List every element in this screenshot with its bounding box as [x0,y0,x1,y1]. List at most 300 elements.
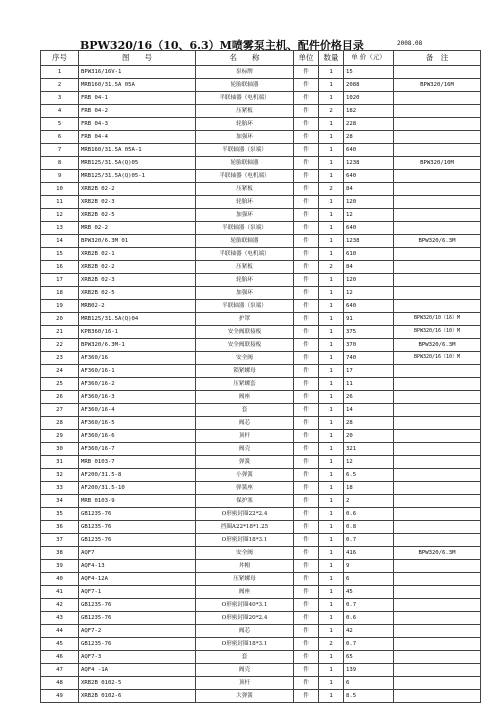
row-seq: 38 [41,546,79,559]
table-row [41,416,481,429]
table-row [41,65,481,78]
row-unit: 件 [294,286,319,299]
table-row [41,299,481,312]
table-row [41,507,481,520]
row-drawing-no: XRB2B 02-1 [79,247,196,260]
row-seq: 37 [41,533,79,546]
row-drawing-no: FRB 04-4 [79,130,196,143]
row-drawing-no: AF360/16 [79,351,196,364]
row-unit: 件 [294,260,319,273]
row-part-name: 半联轴器（电机端） [196,247,294,260]
table-row [41,156,481,169]
row-drawing-no: AQF4 -1A [79,663,196,676]
row-unit: 件 [294,351,319,364]
row-drawing-no: GB1235-76 [79,520,196,533]
table-row [41,520,481,533]
table-row [41,676,481,689]
row-remark [394,208,481,221]
table-row [41,559,481,572]
row-part-name: 安全阀联接板 [196,325,294,338]
table-row [41,403,481,416]
row-drawing-no: XRB2B 02-3 [79,273,196,286]
row-unit-price: 45 [344,585,394,598]
row-qty: 1 [319,429,344,442]
row-unit: 件 [294,624,319,637]
row-seq: 40 [41,572,79,585]
row-part-name: 阀芯 [196,416,294,429]
row-qty: 1 [319,286,344,299]
row-unit-price: 321 [344,442,394,455]
row-seq: 45 [41,637,79,650]
row-remark [394,377,481,390]
row-unit-price: 640 [344,221,394,234]
row-qty: 1 [319,598,344,611]
row-drawing-no: AF360/16-2 [79,377,196,390]
row-remark [394,416,481,429]
row-seq: 16 [41,260,79,273]
row-drawing-no: AF200/31.5-8 [79,468,196,481]
row-part-name: 安全阀 [196,351,294,364]
row-qty: 1 [319,416,344,429]
row-qty: 1 [319,442,344,455]
row-seq: 2 [41,78,79,91]
row-qty: 1 [319,403,344,416]
row-seq: 43 [41,611,79,624]
row-remark: BPW320/6.3M [394,338,481,351]
row-remark [394,559,481,572]
row-part-name: 阀壳 [196,442,294,455]
row-unit: 件 [294,143,319,156]
row-unit-price: 15 [344,65,394,78]
row-qty: 1 [319,520,344,533]
row-unit: 件 [294,598,319,611]
row-qty: 1 [319,65,344,78]
row-seq: 21 [41,325,79,338]
row-drawing-no: GB1235-76 [79,533,196,546]
row-qty: 1 [319,390,344,403]
table-row [41,273,481,286]
row-remark [394,182,481,195]
row-unit: 件 [294,676,319,689]
row-part-name: 弹簧 [196,455,294,468]
table-row [41,312,481,325]
table-row [41,377,481,390]
row-drawing-no: XRB2B 02-5 [79,208,196,221]
row-seq: 31 [41,455,79,468]
row-drawing-no: AF200/31.5-10 [79,481,196,494]
row-unit: 件 [294,442,319,455]
table-row [41,390,481,403]
row-unit: 件 [294,78,319,91]
row-remark [394,507,481,520]
row-unit: 件 [294,390,319,403]
row-unit: 件 [294,299,319,312]
row-qty: 1 [319,585,344,598]
row-drawing-no: FRB 04-3 [79,117,196,130]
table-row [41,585,481,598]
row-qty: 1 [319,338,344,351]
row-remark [394,663,481,676]
row-drawing-no: MRB 02-2 [79,221,196,234]
row-drawing-no: BPW320/6.3M-1 [79,338,196,351]
table-row [41,455,481,468]
row-qty: 1 [319,208,344,221]
row-drawing-no: AQF7-2 [79,624,196,637]
header-seq: 序号 [41,51,79,66]
table-row [41,624,481,637]
row-remark [394,611,481,624]
row-drawing-no: MRB160/31.5A 05A [79,78,196,91]
price-table [40,50,481,703]
row-unit: 件 [294,481,319,494]
row-remark: BPW320/10（16）M [394,312,481,325]
row-qty: 1 [319,78,344,91]
row-seq: 30 [41,442,79,455]
header-drawing-no: 图 号 [79,51,196,66]
row-part-name: O形密封圈18*3.1 [196,533,294,546]
row-remark [394,65,481,78]
row-seq: 13 [41,221,79,234]
row-unit: 件 [294,572,319,585]
row-qty: 1 [319,91,344,104]
row-drawing-no: XRB2B 02-2 [79,182,196,195]
row-qty: 1 [319,130,344,143]
row-unit-price: 6.5 [344,468,394,481]
table-row [41,364,481,377]
row-seq: 47 [41,663,79,676]
row-seq: 8 [41,156,79,169]
row-unit-price: 91 [344,312,394,325]
row-part-name: 套 [196,403,294,416]
row-seq: 42 [41,598,79,611]
row-unit: 件 [294,156,319,169]
row-part-name: 轮胎环 [196,117,294,130]
table-row [41,663,481,676]
row-part-name: 阀芯 [196,624,294,637]
row-unit-price: 120 [344,195,394,208]
row-unit-price: 84 [344,182,394,195]
table-row [41,611,481,624]
row-drawing-no: MRB160/31.5A 05A-1 [79,143,196,156]
row-unit-price: 14 [344,403,394,416]
row-part-name: 大弹簧 [196,689,294,702]
row-drawing-no: AF360/16-7 [79,442,196,455]
row-qty: 1 [319,247,344,260]
row-drawing-no: GB1235-76 [79,507,196,520]
row-seq: 26 [41,390,79,403]
table-row [41,494,481,507]
row-part-name: 丼帽 [196,559,294,572]
row-remark [394,364,481,377]
row-drawing-no: MRB125/31.5A(Q)05-1 [79,169,196,182]
row-unit-price: 1238 [344,156,394,169]
row-remark: BPW320/10M [394,156,481,169]
row-part-name: 阀壳 [196,663,294,676]
row-remark [394,520,481,533]
row-qty: 2 [319,637,344,650]
row-remark [394,676,481,689]
row-remark [394,273,481,286]
row-unit-price: 375 [344,325,394,338]
row-part-name: 挡圈A22*18*1.25 [196,520,294,533]
table-row [41,689,481,702]
row-seq: 29 [41,429,79,442]
row-seq: 18 [41,286,79,299]
row-unit-price: 6 [344,676,394,689]
row-unit: 件 [294,416,319,429]
row-unit-price: 740 [344,351,394,364]
row-unit-price: 0.7 [344,598,394,611]
row-qty: 1 [319,624,344,637]
row-seq: 36 [41,520,79,533]
row-part-name: 安全阀 [196,546,294,559]
row-part-name: 加强环 [196,286,294,299]
row-unit-price: 84 [344,260,394,273]
row-unit: 件 [294,338,319,351]
table-row [41,637,481,650]
row-seq: 3 [41,91,79,104]
row-qty: 1 [319,481,344,494]
row-unit-price: 640 [344,143,394,156]
row-drawing-no: MRB 0103-7 [79,455,196,468]
table-row [41,221,481,234]
row-unit-price: 9 [344,559,394,572]
row-unit: 件 [294,104,319,117]
row-unit-price: 610 [344,247,394,260]
row-unit: 件 [294,650,319,663]
row-qty: 1 [319,546,344,559]
row-seq: 25 [41,377,79,390]
table-row [41,429,481,442]
row-unit-price: 0.6 [344,507,394,520]
row-qty: 1 [319,455,344,468]
row-part-name: 压紧板 [196,182,294,195]
row-unit-price: 26 [344,390,394,403]
row-unit: 件 [294,663,319,676]
row-unit: 件 [294,611,319,624]
row-qty: 1 [319,533,344,546]
row-part-name: 泵标牌 [196,65,294,78]
row-qty: 1 [319,559,344,572]
row-qty: 1 [319,325,344,338]
row-qty: 1 [319,299,344,312]
row-seq: 48 [41,676,79,689]
row-seq: 17 [41,273,79,286]
row-seq: 14 [41,234,79,247]
row-seq: 4 [41,104,79,117]
table-row [41,104,481,117]
row-qty: 1 [319,650,344,663]
row-unit: 件 [294,429,319,442]
row-drawing-no: AQF4-12A [79,572,196,585]
row-seq: 23 [41,351,79,364]
row-qty: 1 [319,143,344,156]
row-remark [394,403,481,416]
row-unit-price: 6 [344,572,394,585]
row-remark [394,689,481,702]
row-unit-price: 28 [344,416,394,429]
row-seq: 11 [41,195,79,208]
row-unit-price: 0.8 [344,520,394,533]
row-drawing-no: XRB2B 02-2 [79,260,196,273]
row-remark [394,624,481,637]
table-row [41,260,481,273]
table-row [41,234,481,247]
row-qty: 2 [319,260,344,273]
row-remark [394,390,481,403]
row-seq: 15 [41,247,79,260]
row-unit: 件 [294,247,319,260]
row-remark [394,195,481,208]
row-part-name: 半联轴器（泵端） [196,221,294,234]
row-remark [394,598,481,611]
row-remark [394,143,481,156]
row-drawing-no: GB1235-76 [79,598,196,611]
table-row [41,650,481,663]
row-remark: BPW320/16M [394,78,481,91]
row-part-name: 小弹簧 [196,468,294,481]
header-remark: 备 注 [394,51,481,66]
row-unit-price: 182 [344,104,394,117]
table-row [41,533,481,546]
row-unit: 件 [294,325,319,338]
row-unit-price: 2088 [344,78,394,91]
row-qty: 1 [319,663,344,676]
row-drawing-no: AF360/16-1 [79,364,196,377]
row-unit-price: 370 [344,338,394,351]
table-row [41,91,481,104]
row-drawing-no: GB1235-76 [79,611,196,624]
row-drawing-no: MRB125/31.5A(Q)04 [79,312,196,325]
row-remark [394,572,481,585]
row-drawing-no: AQF7 [79,546,196,559]
row-qty: 2 [319,104,344,117]
row-unit: 件 [294,507,319,520]
table-row [41,182,481,195]
row-drawing-no: AQF4-13 [79,559,196,572]
table-row [41,130,481,143]
row-part-name: 半联轴器（电机端） [196,169,294,182]
row-remark [394,104,481,117]
row-qty: 1 [319,234,344,247]
row-part-name: 压紧螺套 [196,377,294,390]
row-drawing-no: AF360/16-3 [79,390,196,403]
table-row [41,247,481,260]
table-row [41,481,481,494]
row-remark [394,481,481,494]
row-qty: 1 [319,117,344,130]
row-unit-price: 18 [344,481,394,494]
row-part-name: 压紧板 [196,104,294,117]
row-unit: 件 [294,364,319,377]
table-row [41,468,481,481]
row-part-name: 轮胎环 [196,273,294,286]
header-unit: 单位 [294,51,319,66]
row-remark [394,221,481,234]
row-drawing-no: AQF7-1 [79,585,196,598]
row-drawing-no: XRB2B 0102-5 [79,676,196,689]
row-seq: 33 [41,481,79,494]
document-title: BPW320/16（10、6.3）M喷雾泵主机、配件价格目录 [80,39,364,52]
row-unit: 件 [294,208,319,221]
row-drawing-no: XRB2B 02-5 [79,286,196,299]
row-drawing-no: AQF7-3 [79,650,196,663]
row-unit: 件 [294,182,319,195]
row-part-name: 轮胎联轴器 [196,234,294,247]
row-drawing-no: KPB360/16-1 [79,325,196,338]
table-row [41,143,481,156]
row-remark [394,91,481,104]
row-part-name: 半联轴器（电机端） [196,91,294,104]
row-qty: 1 [319,507,344,520]
row-unit-price: 17 [344,364,394,377]
row-unit-price: 8.5 [344,689,394,702]
row-unit-price: 139 [344,663,394,676]
row-unit-price: 65 [344,650,394,663]
row-unit: 件 [294,130,319,143]
row-seq: 1 [41,65,79,78]
row-remark [394,533,481,546]
row-drawing-no: MRB 0103-9 [79,494,196,507]
row-unit: 件 [294,520,319,533]
row-seq: 5 [41,117,79,130]
row-drawing-no: GB1235-76 [79,637,196,650]
table-row [41,598,481,611]
row-seq: 27 [41,403,79,416]
row-seq: 35 [41,507,79,520]
header-qty: 数量 [319,51,344,66]
row-seq: 41 [41,585,79,598]
row-remark [394,299,481,312]
row-unit-price: 12 [344,455,394,468]
row-unit: 件 [294,312,319,325]
row-drawing-no: BPW320/6.3M 01 [79,234,196,247]
row-unit-price: 1020 [344,91,394,104]
table-row [41,286,481,299]
table-header-row [41,51,481,66]
row-drawing-no: MRB02-2 [79,299,196,312]
row-part-name: 半联轴器（泵端） [196,299,294,312]
header-unit-price: 单 价（元） [344,51,394,66]
row-seq: 39 [41,559,79,572]
row-unit: 件 [294,117,319,130]
row-qty: 2 [319,182,344,195]
row-unit: 件 [294,91,319,104]
table-row [41,208,481,221]
row-unit-price: 640 [344,299,394,312]
row-part-name: 轮胎联轴器 [196,78,294,91]
row-unit: 件 [294,546,319,559]
row-unit: 件 [294,494,319,507]
row-unit-price: 228 [344,117,394,130]
row-qty: 1 [319,676,344,689]
row-unit-price: 28 [344,130,394,143]
row-part-name: 阀座 [196,390,294,403]
row-qty: 1 [319,468,344,481]
row-seq: 46 [41,650,79,663]
table-row [41,351,481,364]
row-unit-price: 0.7 [344,533,394,546]
row-remark [394,130,481,143]
row-seq: 10 [41,182,79,195]
row-part-name: 保护塞 [196,494,294,507]
row-unit: 件 [294,468,319,481]
row-qty: 1 [319,156,344,169]
row-seq: 24 [41,364,79,377]
row-remark [394,117,481,130]
row-remark [394,455,481,468]
row-unit-price: 12 [344,208,394,221]
